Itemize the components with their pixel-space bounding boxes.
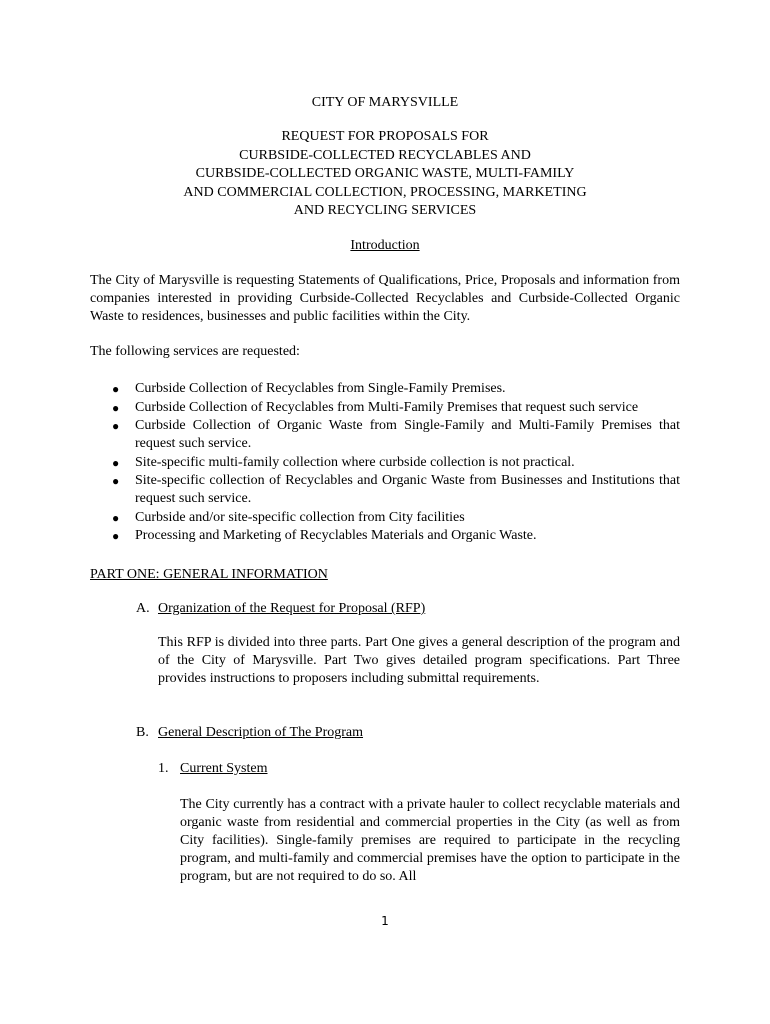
rfp-title-line: CURBSIDE-COLLECTED RECYCLABLES AND	[239, 147, 531, 163]
service-text: Curbside and/or site-specific collection from City facilities	[135, 509, 465, 525]
bullet-icon: ●	[112, 382, 120, 396]
section-b-title: General Description of The Program	[158, 725, 364, 740]
bullet-icon: ●	[112, 419, 120, 433]
introduction-heading	[90, 237, 680, 255]
service-text: Processing and Marketing of Recyclables Materials and Organic Waste.	[135, 528, 537, 543]
section-b-heading	[136, 724, 363, 742]
rfp-title-line: CURBSIDE-COLLECTED ORGANIC WASTE, MULTI-FAMILY	[195, 166, 575, 181]
bullet-icon: ●	[112, 474, 120, 488]
service-text: Curbside Collection of Organic Waste from Single-Family and Multi-Family Premises that request such service.	[135, 418, 680, 451]
services-lead: The following services are requested:	[90, 344, 300, 359]
list-item	[90, 527, 680, 545]
list-item	[90, 472, 680, 508]
list-item	[90, 417, 680, 453]
bullet-icon: ●	[112, 510, 120, 525]
section-a-heading	[136, 600, 425, 618]
subsection-1-number: 1.	[158, 761, 169, 776]
list-item	[90, 380, 680, 398]
subsection-1-body: The City currently has a contract with a private hauler to collect recyclable materials and organic waste from residential and commercial properties in the City (as well as from City facilities). Single-family premises are required to participate in the recycling program, and multi-family and commercial premises have the option to participate in the program, but are not required to do so. All	[180, 797, 680, 884]
subsection-1-title: Current System	[180, 761, 268, 776]
service-text: Site-specific collection of Recyclables and Organic Waste from Businesses and Institutions that request such service.	[135, 473, 680, 506]
service-text: Curbside Collection of Recyclables from Multi-Family Premises that request such service	[135, 399, 639, 415]
service-text: Site-specific multi-family collection where curbside collection is not practical.	[135, 454, 575, 470]
section-b-letter: B.	[136, 725, 149, 740]
list-item	[90, 509, 680, 527]
rfp-title-line: AND COMMERCIAL COLLECTION, PROCESSING, MARKETING	[183, 184, 587, 200]
introduction-paragraph: The City of Marysville is requesting Statements of Qualifications, Price, Proposals and information from companies interested in providing Curbside-Collected Recyclables and Curbside-Collected Organic Waste to residences, businesses and public facilities within the City.	[90, 273, 680, 324]
part-one-heading	[90, 566, 680, 584]
services-list	[90, 380, 680, 546]
section-a-body: This RFP is divided into three parts. Part One gives a general description of the program and of the City of Marysville. Part Two gives detailed program specifications. Part Three provides instructions to proposers including submittal requirements.	[158, 635, 680, 686]
part-one-heading-text: PART ONE: GENERAL INFORMATION	[90, 567, 328, 582]
city-title: CITY OF MARYSVILLE	[311, 95, 459, 110]
bullet-icon: ●	[112, 400, 120, 415]
subsection-1-heading	[158, 760, 268, 778]
bullet-icon: ●	[112, 529, 120, 543]
bullet-icon: ●	[112, 455, 120, 470]
service-text: Curbside Collection of Recyclables from Single-Family Premises.	[135, 381, 506, 396]
section-a-title: Organization of the Request for Proposal (RFP)	[158, 601, 426, 616]
rfp-title-line: AND RECYCLING SERVICES	[293, 203, 477, 218]
page-number: 1	[381, 914, 389, 928]
introduction-heading-text: Introduction	[350, 238, 420, 253]
list-item	[90, 399, 680, 417]
list-item	[90, 454, 680, 472]
section-a-letter: A.	[136, 601, 150, 616]
rfp-title	[90, 128, 680, 221]
rfp-title-line: REQUEST FOR PROPOSALS FOR	[281, 129, 489, 144]
